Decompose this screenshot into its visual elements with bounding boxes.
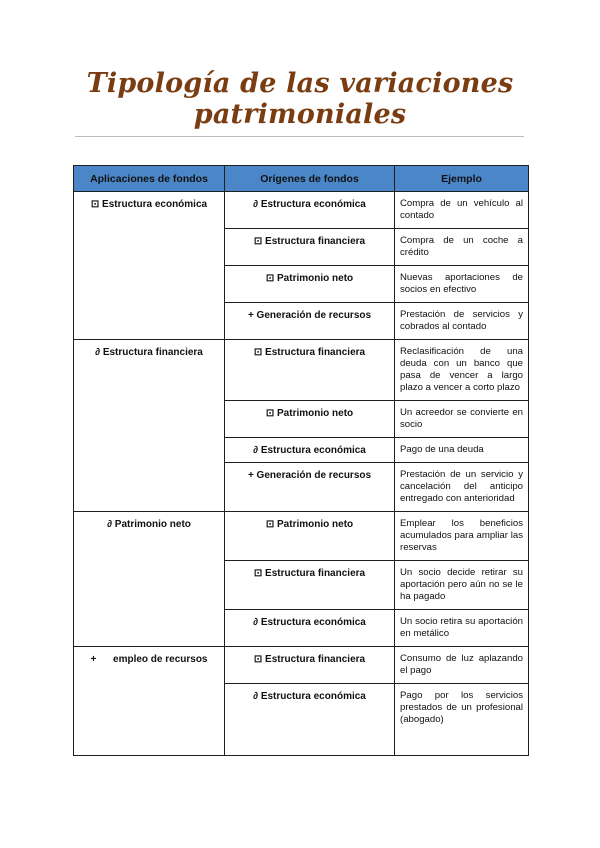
table-row xyxy=(74,647,529,684)
table-row xyxy=(74,512,529,561)
aplicacion-cell: + empleo de recursos xyxy=(74,647,225,756)
ejemplo-cell: Pago de una deuda xyxy=(395,438,529,463)
origen-cell: ⊡ Estructura financiera xyxy=(225,340,395,401)
aplicacion-cell: ∂ Patrimonio neto xyxy=(74,512,225,647)
ejemplo-cell: Nuevas aportaciones de socios en efectivo xyxy=(395,266,529,303)
origen-cell: ⊡ Patrimonio neto xyxy=(225,401,395,438)
ejemplo-cell: Prestación de un servicio y cancelación del anticipo entregado con anterioridad xyxy=(395,463,529,512)
origen-cell: + Generación de recursos xyxy=(225,303,395,340)
origen-cell: ⊡ Estructura financiera xyxy=(225,561,395,610)
origen-cell: ∂ Estructura económica xyxy=(225,438,395,463)
ejemplo-cell: Compra de un vehículo al contado xyxy=(395,192,529,229)
header-ejemplo: Ejemplo xyxy=(395,166,529,192)
ejemplo-cell: Pago por los servicios prestados de un profesional (abogado) xyxy=(395,684,529,756)
header-origenes: Orígenes de fondos xyxy=(225,166,395,192)
page-title: Tipología de las variaciones patrimoniales xyxy=(86,68,514,130)
origen-cell: ⊡ Patrimonio neto xyxy=(225,266,395,303)
ejemplo-cell: Prestación de servicios y cobrados al contado xyxy=(395,303,529,340)
ejemplo-cell: Un socio retira su aportación en metálico xyxy=(395,610,529,647)
aplicacion-cell: ∂ Estructura financiera xyxy=(74,340,225,512)
origen-cell: ∂ Estructura económica xyxy=(225,684,395,756)
table-header-row xyxy=(74,166,529,192)
origen-cell: ∂ Estructura económica xyxy=(225,610,395,647)
title-divider xyxy=(75,136,524,137)
table-row xyxy=(74,340,529,401)
origen-cell: ∂ Estructura económica xyxy=(225,192,395,229)
ejemplo-cell: Un acreedor se convierte en socio xyxy=(395,401,529,438)
table-row xyxy=(74,192,529,229)
variations-table xyxy=(73,165,529,756)
origen-cell: ⊡ Patrimonio neto xyxy=(225,512,395,561)
origen-cell: ⊡ Estructura financiera xyxy=(225,229,395,266)
ejemplo-cell: Reclasificación de una deuda con un banco que pasa de vencer a largo plazo a vencer a corto plazo xyxy=(395,340,529,401)
origen-cell: ⊡ Estructura financiera xyxy=(225,647,395,684)
header-aplicaciones: Aplicaciones de fondos xyxy=(74,166,225,192)
aplicacion-cell: ⊡ Estructura económica xyxy=(74,192,225,340)
ejemplo-cell: Un socio decide retirar su aportación pero aún no se le ha pagado xyxy=(395,561,529,610)
ejemplo-cell: Consumo de luz aplazando el pago xyxy=(395,647,529,684)
ejemplo-cell: Compra de un coche a crédito xyxy=(395,229,529,266)
ejemplo-cell: Emplear los beneficios acumulados para ampliar las reservas xyxy=(395,512,529,561)
origen-cell: + Generación de recursos xyxy=(225,463,395,512)
